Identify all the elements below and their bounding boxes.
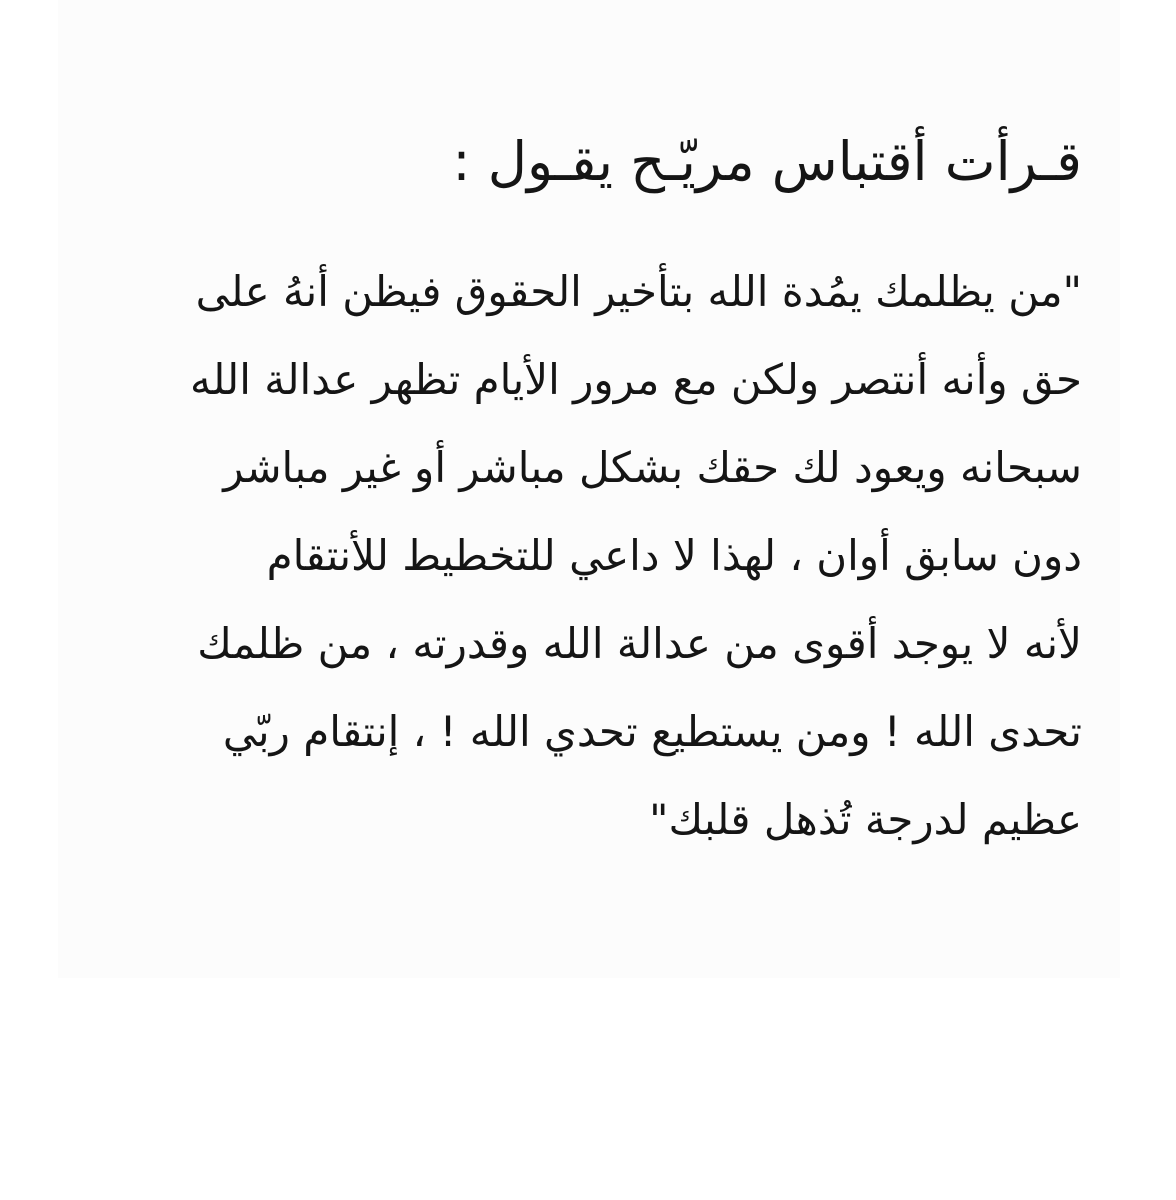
- quote-line: "من يظلمك يمُدة الله بتأخير الحقوق فيظن أنهُ على: [195, 267, 1082, 316]
- quote-line: لأنه لا يوجد أقوى من عدالة الله وقدرته ، من ظلمك: [197, 619, 1082, 668]
- quote-line: تحدى الله ! ومن يستطيع تحدي الله ! ، إنتقام ربّي: [222, 707, 1082, 756]
- quote-line: دون سابق أوان ، لهذا لا داعي للتخطيط للأنتقام: [266, 531, 1082, 580]
- quote-heading: قـرأت أقتباس مريّـح يقـول :: [452, 130, 1082, 193]
- quote-body: [102, 248, 1082, 864]
- quote-line: عظيم لدرجة تُذهل قلبك": [649, 795, 1082, 844]
- quote-line: حق وأنه أنتصر ولكن مع مرور الأيام تظهر عدالة الله: [189, 355, 1082, 404]
- quote-line: سبحانه ويعود لك حقك بشكل مباشر أو غير مباشر: [223, 443, 1082, 492]
